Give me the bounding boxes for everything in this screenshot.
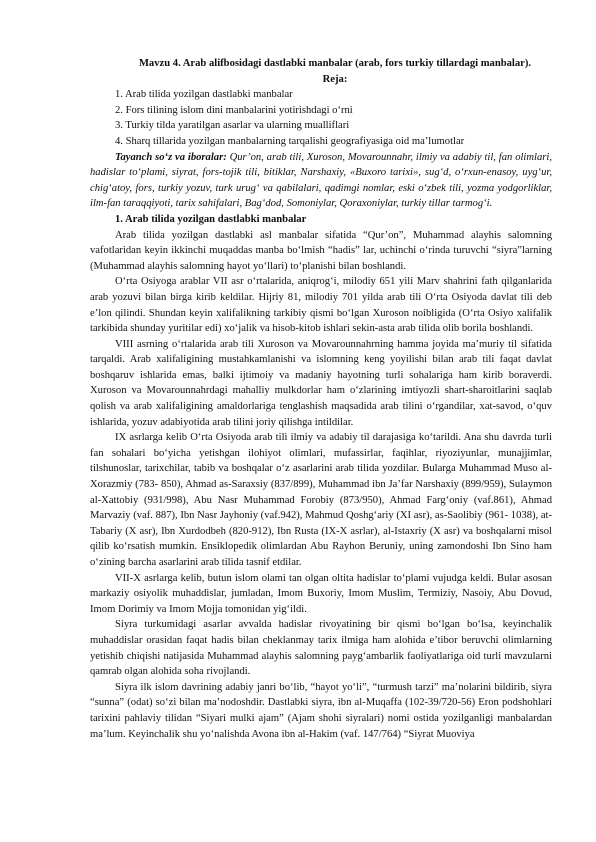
plan-heading: Reja:: [322, 73, 348, 85]
body-paragraph: Siyra turkumidagi asarlar avvalda hadislar rivoyatining bir qismi bo‘lgan bo‘lsa, keyinchalik muhaddislar orasidan faqat hadis bilan cheklanmay tarix ilmiga ham alohida e’tibor beruvchi olimlarning yetishib chiqishi natijasida Muhammad alayhis salomning payg‘ambarlik faoliyatlariga oid turli mavzularni qamrab olgan alohida soha rivojlandi.: [90, 619, 552, 678]
body-paragraph: VIII asrning o‘rtalarida arab tili Xuroson va Movarounnahrning hamma joyida ma’muriy til sifatida tarqaldi. Arab xalifaligining mustahkamlanishi va islomning keng yoyilishi bilan arab tili faqat davlat boshqaruv ishlarida emas, balki ijtimoiy va madaniy hayotning turli sohalariga ham kirib boraverdi. Xuroson va Movarounnahrdagi mahalliy mulkdorlar ham o‘zlarining imtiyozli shart-sharoitlarini saqlab qolish va arab xalifaligining amaldorlariga tenglashish maqsadida arab tilini o‘rgandilar, xat-savod, o‘quv ishlarida, yozuv adabiyotida arab tilini joriy qilishga intildilar.: [90, 338, 552, 428]
keywords-text: Qur’on, arab tili, Xuroson, Movarounnahr, ilmiy va adabiy til, fan olimlari, hadislar to‘plami, siyrat, fors-tojik tili, bitiklar, Narshaxiy, «Buxoro tarixi», sug‘d, o‘rxun-enasoy, uyg‘ur, chig‘atoy, fors, turkiy yozuv, turk urug‘ va qabilalari, qadimgi nomlar, eski o‘zbek tili, yozma yodgorliklar, ilm-fan taraqqiyoti, tarix sahifalari, Bag‘dod, Somoniylar, Qoraxoniylar, turkiy tillar tarmog‘i.: [90, 151, 552, 210]
plan-list: [90, 87, 552, 149]
section-heading: 1. Arab tilida yozilgan dastlabki manbalar: [115, 213, 307, 225]
plan-item: 1. Arab tilida yozilgan dastlabki manbalar: [115, 89, 293, 101]
plan-item: 2. Fors tilining islom dini manbalarini yotirishdagi o‘rni: [115, 104, 353, 116]
body-paragraph: IX asrlarga kelib O‘rta Osiyoda arab tili ilmiy va adabiy til darajasiga ko‘tarildi. Ana shu davrda turli fan sohalari bo‘yicha yetishgan ilohiyot olimlari, mufassirlar, faqihlar, riyoziyunlar, munajjimlar, tilshunoslar, tarixchilar, tabib va boshqalar o‘z asarlarini arab tilida yozdilar. Bularga Muhammad Muso al-Xorazmiy (783- 850), Ahmad as-Saraxsiy (837/899), Muhammad ibn Ja’far Narshaxiy (899/959), Sulaymon al-Xattobiy (931/998), Abu Nasr Muhammad Forobiy (873/950), Ahmad Farg‘oniy (vaf.861), Ahmad Marvaziy (vaf. 887), Ibn Nasr Jayhoniy (vaf.942), Mahmud Qoshg‘ariy (XI asr), as-Saolibiy (961- 1038), at-Tabariy (X asr), Ibn Xurdodbeh (820-912), Ibn Rusta (IX-X asrlar), al-Istaxriy (X asr) va boshqalarni misol qilib ko‘rsatish mumkin. Ensiklopedik olimlardan Abu Rayhon Beruniy, uning zamondoshi Ibn Sino ham o‘zining barcha asarlarini arab tilida tasnif etdilar.: [90, 432, 552, 568]
body-paragraph: Arab tilida yozilgan dastlabki asl manbalar sifatida “Qur’on”, Muhammad alayhis salomning vafotlaridan keyin ikkinchi muqaddas manba bo‘lmish “hadis” lar, uchinchi o‘rinda turuvchi “siyra”larning (Muhammad alayhis salomning hayot yo‘llari) to‘planishi bilan boshlandi.: [90, 229, 552, 272]
keywords-paragraph: [90, 150, 552, 212]
document-content: [90, 56, 552, 742]
body-paragraph: Siyra ilk islom davrining adabiy janri bo‘lib, “hayot yo‘li”, “turmush tarzi” ma’nolarini bildirib, siyra “sunna” (odat) so‘zi bilan ma’nodoshdir. Dastlabki siyra, ibn al-Muqaffa (102-39/720-56) Eron podshohlari tarixini pahlaviy tilidan “Siyari mulki ajam” (Ajam shohi siyralari) nomi ostida yozilganligi manbalardan ma’lum. Keyinchalik shu yo‘nalishda Avona ibn al-Hakim (vaf. 147/764) “Siyrat Muoviya: [90, 681, 552, 740]
plan-item: 4. Sharq tillarida yozilgan manbalarning tarqalishi geografiyasiga oid ma’lumotlar: [115, 135, 465, 147]
page-title: Mavzu 4. Arab alifbosidagi dastlabki manbalar (arab, fors turkiy tillardagi manbalar).: [138, 58, 532, 69]
keywords-label: Tayanch so‘z va iboralar:: [115, 151, 227, 163]
body-paragraph: VII-X asrlarga kelib, butun islom olami tan olgan oltita hadislar to‘plami vujudga keldi. Bular asosan markaziy osiyolik muhaddislar, jumladan, Imom Buxoriy, Imom Muslim, Termiziy, Nasoiy, Abu Dovud, Imom Dorimiy va Imom Mojja tomonidan yig‘ildi.: [90, 572, 552, 615]
body-paragraph: O‘rta Osiyoga arablar VII asr o‘rtalarida, aniqrog‘i, milodiy 651 yili Marv shahrini fath qilganlarida arab yozuvi bilan birga kirib keldilar. Hijriy 81, milodiy 701 yilda arab tili O‘rta Osiyoda davlat tili deb e’lon qilindi. Shundan keyin xalifalikning tarkibiy qismi bo‘lgan Xuroson noibligida (O‘rta Osiyo xalifalik tarkibida shunday yuritilar edi) xo‘jalik va hisob-kitob ishlari sekin-asta arab tilida olib borila boshlandi.: [90, 276, 552, 335]
plan-item: 3. Turkiy tilda yaratilgan asarlar va ularning mualliflari: [115, 120, 350, 132]
